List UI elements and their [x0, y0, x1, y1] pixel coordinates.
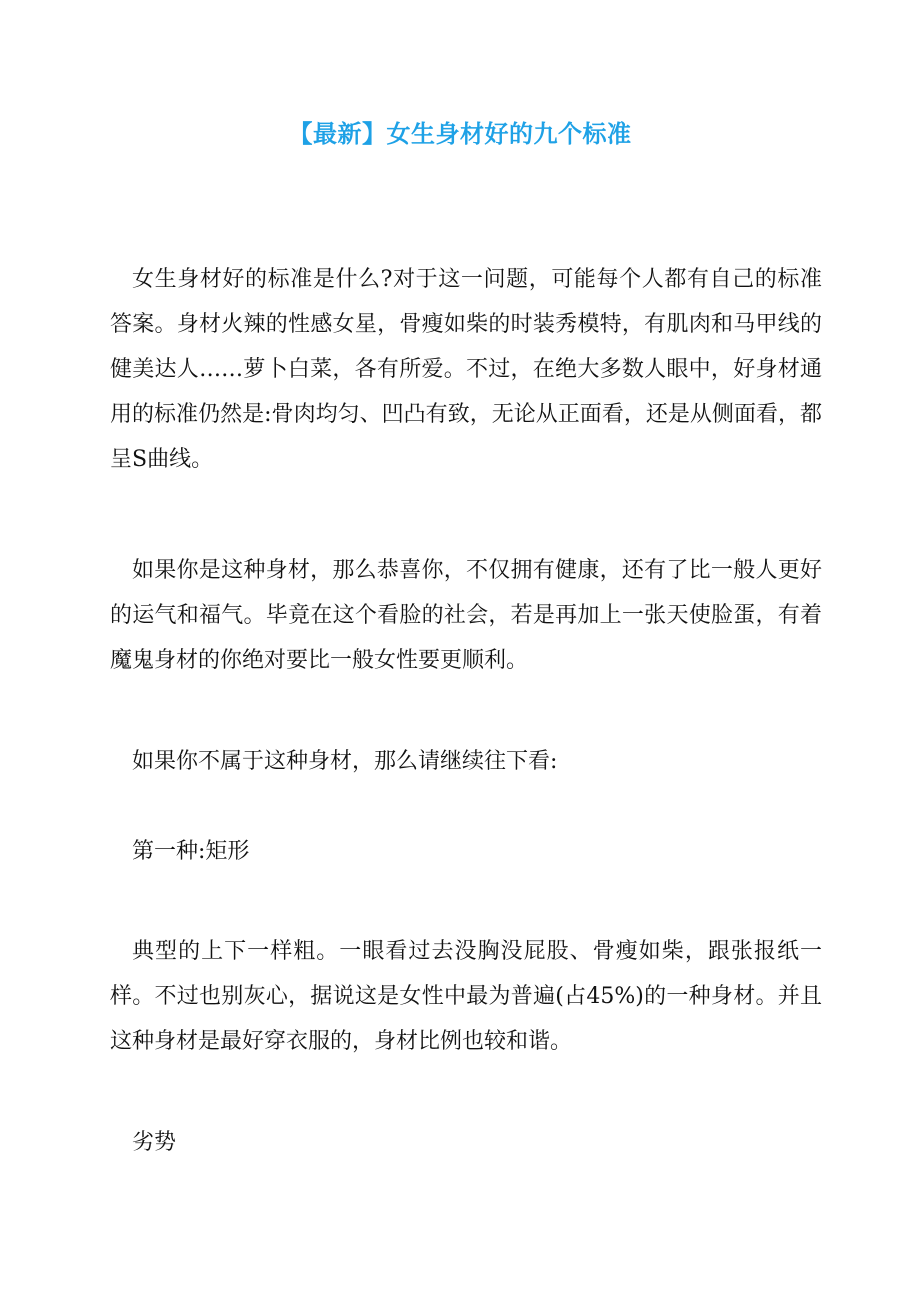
paragraph-congrats: 如果你是这种身材，那么恭喜你，不仅拥有健康，还有了比一般人更好的运气和福气。毕竟在这个看脸的社会，若是再加上一张天使脸蛋，有着魔鬼身材的你绝对要比一般女性要更顺利。: [110, 558, 822, 673]
section-heading-rectangle: 第一种:矩形: [132, 839, 250, 864]
paragraph-continue: 如果你不属于这种身材，那么请继续往下看:: [132, 749, 558, 774]
paragraph-intro: 女生身材好的标准是什么?对于这一问题，可能每个人都有自己的标准答案。身材火辣的性感女星，骨瘦如柴的时装秀模特，有肌肉和马甲线的健美达人……萝卜白菜，各有所爱。不过，在绝大多数人眼中，好身材通用的标准仍然是:骨肉均匀、凹凸有致，无论从正面看，还是从侧面看，都呈S曲线。: [110, 267, 822, 472]
document-title: 【最新】女生身材好的九个标准: [288, 119, 632, 148]
section-heading-disadvantages: 劣势: [132, 1130, 177, 1155]
paragraph-rectangle-description: 典型的上下一样粗。一眼看过去没胸没屁股、骨瘦如柴，跟张报纸一样。不过也别灰心，据说这是女性中最为普遍(占45%)的一种身材。并且这种身材是最好穿衣服的，身材比例也较和谐。: [110, 939, 822, 1054]
